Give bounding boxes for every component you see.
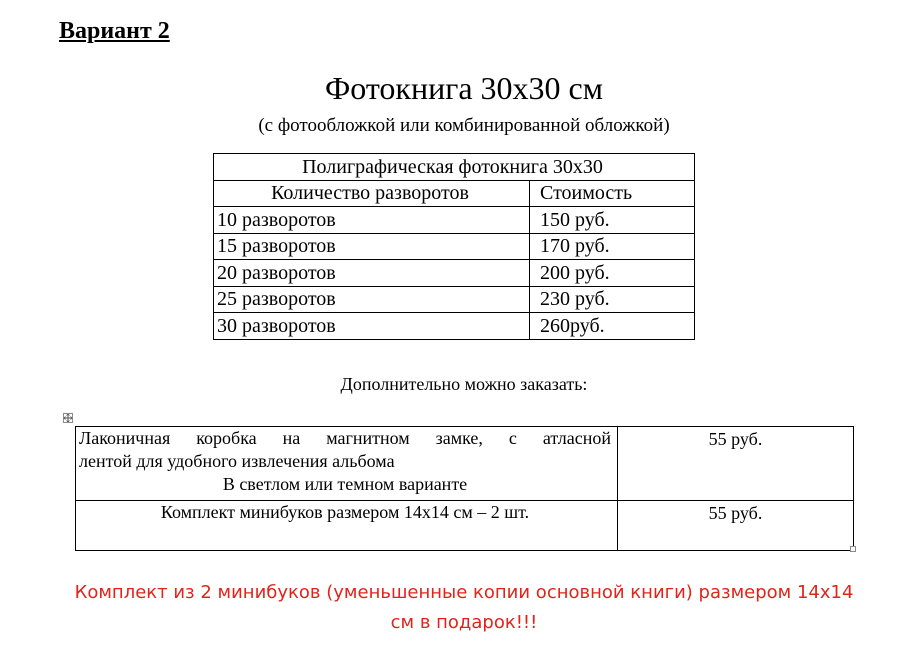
table-cell-spreads: 15 разворотов	[214, 233, 530, 260]
extra-description-line: Лаконичная коробка на магнитном замке, с атласной	[79, 428, 611, 448]
table-row	[76, 501, 854, 551]
column-header-price: Стоимость	[530, 180, 695, 207]
extra-description	[76, 427, 618, 501]
table-row	[214, 207, 695, 234]
table-resize-handle-icon[interactable]	[850, 546, 856, 552]
promo-line: см в подарок!!!	[390, 612, 538, 633]
table-cell-spreads: 25 разворотов	[214, 286, 530, 313]
table-header-row	[214, 180, 695, 207]
extra-description-line: лентой для удобного извлечения альбома	[79, 451, 395, 471]
table-cell-price: 260руб.	[530, 313, 695, 340]
extra-description: Комплект минибуков размером 14х14 см – 2 шт.	[76, 501, 618, 551]
price-table-caption: Полиграфическая фотокнига 30х30	[214, 154, 695, 181]
promo-text	[0, 578, 914, 638]
table-row	[214, 260, 695, 287]
table-row	[214, 313, 695, 340]
table-cell-spreads: 20 разворотов	[214, 260, 530, 287]
variant-label: Вариант 2	[59, 18, 170, 44]
additional-heading: Дополнительно можно заказать:	[340, 374, 588, 394]
document-title: Фотокнига 30х30 см	[325, 70, 603, 106]
table-cell-spreads: 10 разворотов	[214, 207, 530, 234]
document-subtitle: (с фотообложкой или комбинированной обложкой)	[258, 115, 670, 136]
extra-description-line: В светлом или темном варианте	[222, 474, 468, 494]
table-cell-spreads: 30 разворотов	[214, 313, 530, 340]
table-cell-price: 230 руб.	[530, 286, 695, 313]
table-cell-price: 150 руб.	[530, 207, 695, 234]
table-caption-row	[214, 154, 695, 181]
extras-table	[75, 426, 854, 551]
table-row	[76, 427, 854, 501]
extra-price: 55 руб.	[618, 501, 854, 551]
extra-price: 55 руб.	[618, 427, 854, 501]
table-row	[214, 233, 695, 260]
table-row	[214, 286, 695, 313]
table-cell-price: 200 руб.	[530, 260, 695, 287]
table-move-handle-icon[interactable]	[63, 413, 73, 423]
promo-line: Комплект из 2 минибуков (уменьшенные копии основной книги) размером 14х14	[74, 582, 854, 603]
column-header-spreads: Количество разворотов	[214, 180, 530, 207]
price-table	[213, 153, 695, 340]
table-cell-price: 170 руб.	[530, 233, 695, 260]
